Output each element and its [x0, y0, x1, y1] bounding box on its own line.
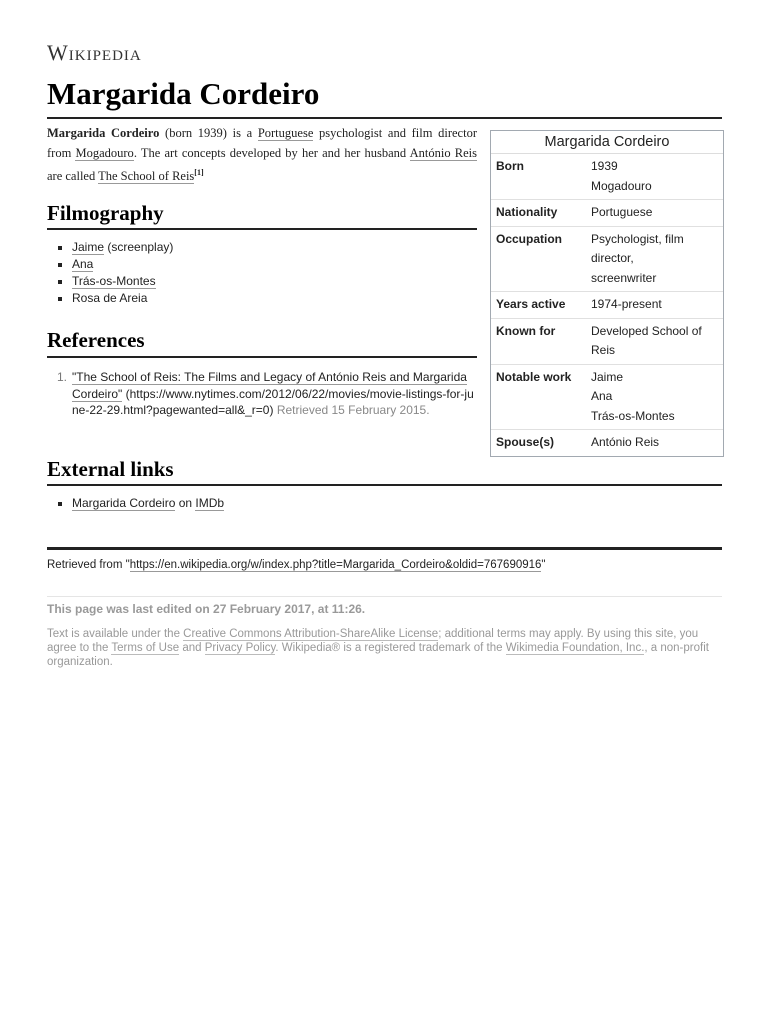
infobox-value-line: Psychologist, film	[591, 231, 684, 246]
section-heading-external-links: External links	[47, 457, 174, 481]
external-links-list	[47, 495, 224, 512]
infobox-value-line: screenwriter	[591, 270, 657, 285]
infobox-value	[591, 368, 723, 427]
citation-link[interactable]: [1]	[194, 168, 204, 177]
infobox-value-line: 1939	[591, 159, 618, 173]
list-item	[47, 495, 224, 512]
film-note: (screenplay)	[104, 240, 174, 254]
film-link-tras-os-montes[interactable]: Trás-os-Montes	[72, 274, 156, 288]
license-link-cc-by-sa[interactable]: Creative Commons Attribution-ShareAlike License	[183, 628, 439, 640]
infobox-row-years-active	[491, 292, 723, 319]
reference-retrieved: Retrieved 15 February 2015.	[276, 403, 430, 417]
film-title: Rosa de Areia	[72, 291, 148, 305]
retrieved-url-link[interactable]: https://en.wikipedia.org/w/index.php?title=Margarida_Cordeiro&oldid=767690916	[129, 559, 542, 571]
retrieved-from	[47, 559, 546, 571]
section-divider	[47, 356, 477, 358]
privacy-policy-link[interactable]: Privacy Policy	[204, 642, 276, 654]
filmography-list	[47, 239, 173, 307]
infobox-label: Nationality	[496, 205, 558, 219]
infobox-row-born	[491, 154, 723, 200]
reference-item	[47, 369, 477, 419]
footer-divider	[47, 547, 722, 550]
infobox-value	[591, 230, 723, 289]
infobox-value-line: Ana	[591, 389, 613, 403]
reference-title-link[interactable]: "The School of Reis: The Films and Legacy of António Reis and Margarida Cordeiro"	[72, 370, 467, 401]
section-heading-filmography: Filmography	[47, 201, 164, 225]
subject-name: Margarida Cordeiro	[47, 126, 160, 140]
infobox-value	[591, 203, 723, 223]
infobox-value-line: Portuguese	[591, 205, 653, 219]
title-divider	[47, 117, 722, 119]
retrieved-suffix: "	[541, 559, 546, 571]
infobox-value-line: Jaime	[591, 369, 624, 384]
link-mogadouro[interactable]: Mogadouro	[75, 145, 134, 160]
license-text-part: . Wikipedia® is a registered trademark of the	[275, 642, 506, 654]
infobox-label: Occupation	[496, 231, 563, 246]
link-school-of-reis[interactable]: The School of Reis	[98, 169, 195, 184]
infobox-row-occupation	[491, 227, 723, 293]
retrieved-prefix: Retrieved from "	[47, 559, 130, 571]
intro-text: (born 1939) is a	[159, 126, 258, 140]
link-portuguese[interactable]: Portuguese	[257, 126, 314, 140]
external-link-margarida[interactable]: Margarida Cordeiro	[72, 496, 176, 510]
list-item	[47, 256, 173, 273]
infobox-value	[591, 322, 723, 361]
film-link-ana[interactable]: Ana	[72, 257, 94, 271]
infobox-value-line: Developed School of	[591, 323, 702, 338]
infobox-value	[591, 433, 723, 453]
infobox-value-line: Mogadouro	[591, 178, 652, 193]
list-item	[47, 273, 173, 290]
wikipedia-logo[interactable]: Wikipedia	[47, 40, 142, 65]
infobox-row-known-for	[491, 319, 723, 365]
infobox-label: Notable work	[496, 369, 572, 384]
infobox-value-line: Trás-os-Montes	[591, 408, 675, 423]
infobox-value-line: Reis	[591, 343, 616, 357]
footer-thin-divider	[47, 596, 722, 597]
license-text-part: Text is available under the	[47, 628, 184, 640]
terms-of-use-link[interactable]: Terms of Use	[111, 642, 180, 654]
infobox-label: Born	[496, 159, 524, 173]
infobox-title: Margarida Cordeiro	[491, 131, 723, 154]
infobox-value-line: António Reis	[591, 435, 660, 449]
intro-paragraph	[47, 124, 477, 187]
section-divider	[47, 484, 722, 486]
license-text-part: ; additional terms may apply. By using this site, you agree to the	[47, 628, 699, 654]
infobox-label: Years active	[496, 297, 566, 311]
reference-number: 1.	[57, 370, 68, 384]
external-link-text: on	[175, 496, 196, 510]
intro-text: . The art concepts developed by her and her husband	[133, 145, 410, 160]
intro-text: psychologist and film director from	[47, 126, 477, 160]
film-link-jaime[interactable]: Jaime	[72, 240, 105, 254]
list-item	[47, 290, 173, 307]
infobox-value	[591, 295, 723, 315]
wikimedia-foundation-link[interactable]: Wikimedia Foundation, Inc.	[505, 642, 645, 654]
list-item	[47, 239, 173, 256]
link-antonio-reis[interactable]: António Reis	[409, 145, 477, 160]
section-divider	[47, 228, 477, 230]
infobox-row-spouse	[491, 430, 723, 456]
infobox-value	[591, 157, 723, 196]
infobox-row-notable-work	[491, 365, 723, 431]
infobox-label: Known for	[496, 323, 556, 338]
license-text-part: and	[179, 642, 205, 654]
infobox-label: Spouse(s)	[496, 435, 555, 449]
license-text	[47, 627, 722, 669]
license-text-part: , a non-profit organization.	[47, 642, 709, 668]
reference-url: (https://www.nytimes.com/2012/06/22/movies/movie-listings-for-june-22-29.html?pagewanted=all&_r=0)	[72, 386, 474, 417]
infobox	[490, 130, 724, 457]
section-heading-references: References	[47, 328, 145, 352]
page-title: Margarida Cordeiro	[47, 76, 320, 111]
external-link-imdb[interactable]: IMDb	[195, 496, 225, 510]
last-edited: This page was last edited on 27 February 2017, at 11:26.	[47, 602, 366, 616]
intro-text: are called	[47, 169, 99, 184]
infobox-value-line: director,	[591, 251, 634, 265]
infobox-value-line: 1974-present	[591, 297, 662, 311]
infobox-row-nationality	[491, 200, 723, 227]
